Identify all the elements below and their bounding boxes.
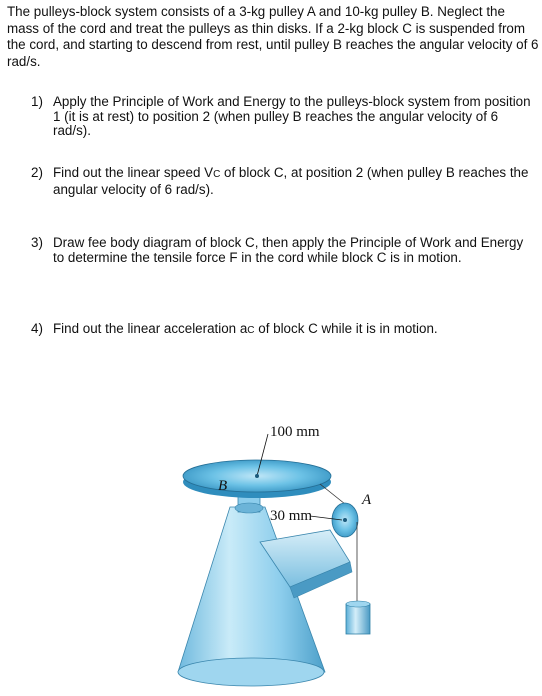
question-text-part: of block C while it is in motion. [254,321,438,336]
question-2 [31,166,531,197]
question-number: 4) [31,321,43,336]
subscript-c: C [247,325,255,336]
cord-top [320,484,345,504]
shaft-top [235,503,263,513]
question-text: Apply the Principle of Work and Energy to the pulleys-block system from position 1 (it is at rest) to position 2 (when pulley B reaches the angular velocity of 6 rad/s). [53,94,531,138]
block-c [346,604,370,634]
block-c-top [346,601,370,607]
pulley-system-figure [170,412,400,692]
question-number: 2) [31,165,43,180]
question-text-part: of block C, at position 2 (when pulley B reaches the angular velocity of 6 rad/s). [53,165,529,197]
question-3 [31,236,531,265]
label-radius-a: 30 mm [270,508,313,524]
pulley-b-hub [255,474,259,478]
question-text: Draw fee body diagram of block C, then apply the Principle of Work and Energy to determine the tensile force F in the cord while block C is in motion. [53,235,524,265]
question-number: 1) [31,94,43,109]
label-radius-b: 100 mm [270,424,320,440]
subscript-c: C [213,169,221,180]
question-number: 3) [31,235,43,250]
base-bottom [178,658,324,686]
label-pulley-a: A [362,492,372,508]
question-text [53,322,531,339]
question-text [53,166,531,197]
question-text-part: Find out the linear speed V [53,165,214,180]
label-pulley-b: B [218,478,228,494]
question-1 [31,95,531,139]
pulley-a-hub [343,518,347,522]
question-text-part: Find out the linear acceleration a [53,321,248,336]
problem-statement: The pulleys-block system consists of a 3-kg pulley A and 10-kg pulley B. Neglect the mass of the cord and treat the pulleys as thin disks. If a 2-kg block C is suspended from the cord, and starting to descend from rest, until pulley B reaches the angular velocity of 6 rad/s. [7,4,539,69]
question-4 [31,322,531,339]
